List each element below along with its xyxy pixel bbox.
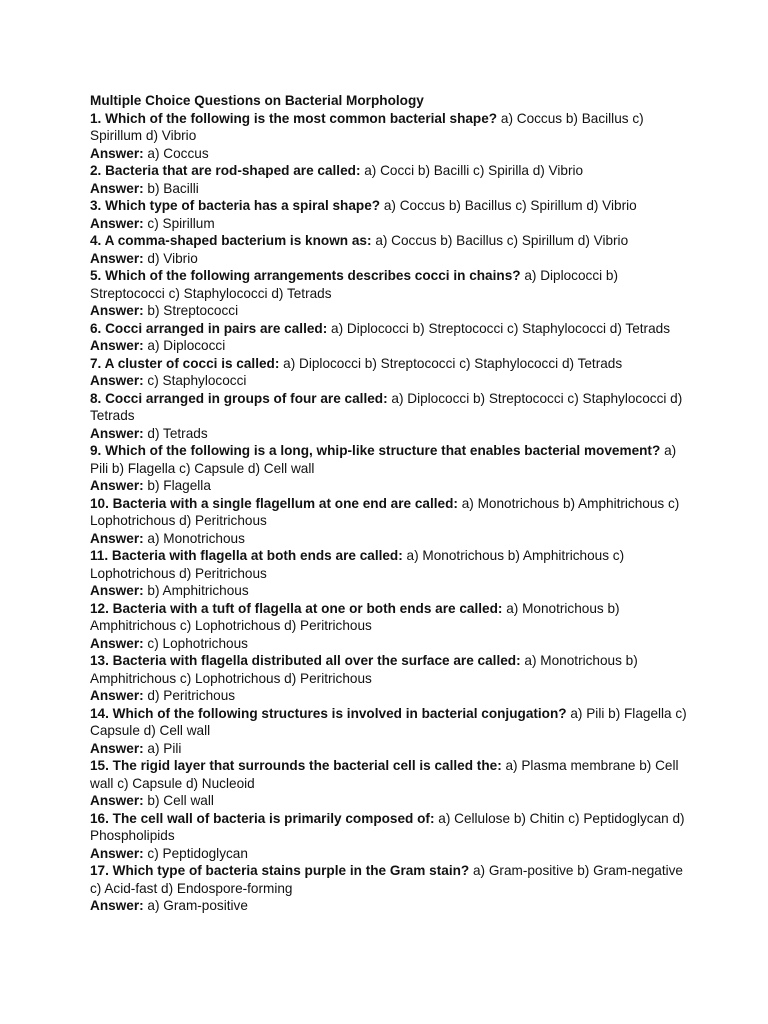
question-text: 17. Which type of bacteria stains purple in the Gram stain? xyxy=(90,863,470,878)
question-text: 16. The cell wall of bacteria is primarily composed of: xyxy=(90,810,435,826)
answer-label: Answer: xyxy=(90,898,144,913)
document-page xyxy=(90,92,690,915)
answer-label: Answer: xyxy=(90,688,144,703)
answer-line xyxy=(90,530,690,548)
question-item xyxy=(90,320,690,338)
question-item xyxy=(90,810,690,845)
answer-line xyxy=(90,372,690,390)
question-text: 3. Which type of bacteria has a spiral shape? xyxy=(90,198,381,213)
answer-value: c) Staphylococci xyxy=(147,373,247,388)
question-options: a) Diplococci b) Streptococci c) Staphylococci d) Tetrads xyxy=(90,390,683,423)
question-options: a) Cellulose b) Chitin c) Peptidoglycan d) Phospholipids xyxy=(90,810,685,843)
question-text: 12. Bacteria with a tuft of flagella at one or both ends are called: xyxy=(90,600,503,616)
question-text: 7. A cluster of cocci is called: xyxy=(90,355,280,371)
question-text: 15. The rigid layer that surrounds the bacterial cell is called the: xyxy=(90,758,502,773)
question-item xyxy=(90,600,690,635)
answer-line xyxy=(90,425,690,443)
answer-label: Answer: xyxy=(90,740,144,756)
answer-line xyxy=(90,582,690,600)
answer-line xyxy=(90,250,690,268)
question-item xyxy=(90,862,690,897)
question-item xyxy=(90,267,690,302)
answer-line xyxy=(90,792,690,810)
question-text: 5. Which of the following arrangements describes cocci in chains? xyxy=(90,268,521,283)
answer-value: a) Coccus xyxy=(147,145,209,161)
answer-label: Answer: xyxy=(90,530,144,546)
answer-label: Answer: xyxy=(90,250,144,266)
question-item xyxy=(90,355,690,373)
document-title: Multiple Choice Questions on Bacterial Morphology xyxy=(90,93,424,108)
answer-value: b) Amphitrichous xyxy=(147,583,249,598)
answer-line xyxy=(90,897,690,915)
answer-value: d) Tetrads xyxy=(147,425,208,441)
question-list xyxy=(90,110,690,915)
answer-label: Answer: xyxy=(90,303,144,318)
question-options: a) Diplococci b) Streptococci c) Staphylococci d) Tetrads xyxy=(331,320,670,336)
question-options: a) Monotrichous b) Amphitrichous c) Lophotrichous d) Peritrichous xyxy=(90,548,625,581)
question-options: a) Monotrichous b) Amphitrichous c) Lophotrichous d) Peritrichous xyxy=(90,653,638,686)
question-item xyxy=(90,547,690,582)
question-options: a) Monotrichous b) Amphitrichous c) Lophotrichous d) Peritrichous xyxy=(90,495,680,528)
answer-label: Answer: xyxy=(90,478,144,493)
question-item xyxy=(90,442,690,477)
question-item xyxy=(90,390,690,425)
question-text: 9. Which of the following is a long, whip-like structure that enables bacterial movement? xyxy=(90,443,661,458)
answer-value: a) Pili xyxy=(147,740,182,756)
answer-value: c) Spirillum xyxy=(147,215,215,231)
answer-value: a) Monotrichous xyxy=(147,530,245,546)
answer-line xyxy=(90,145,690,163)
question-options: a) Gram-positive b) Gram-negative c) Acid-fast d) Endospore-forming xyxy=(90,863,683,896)
answer-line xyxy=(90,302,690,320)
answer-label: Answer: xyxy=(90,845,144,861)
answer-value: d) Peritrichous xyxy=(147,688,236,703)
question-item xyxy=(90,705,690,740)
answer-value: d) Vibrio xyxy=(147,250,198,266)
answer-line xyxy=(90,337,690,355)
answer-value: b) Streptococci xyxy=(147,303,239,318)
answer-value: b) Bacilli xyxy=(147,180,199,196)
answer-label: Answer: xyxy=(90,793,144,808)
answer-value: c) Peptidoglycan xyxy=(147,845,248,861)
answer-value: c) Lophotrichous xyxy=(147,635,248,651)
question-text: 11. Bacteria with flagella at both ends are called: xyxy=(90,548,403,563)
answer-line xyxy=(90,635,690,653)
question-text: 10. Bacteria with a single flagellum at one end are called: xyxy=(90,495,458,511)
answer-label: Answer: xyxy=(90,215,144,231)
answer-value: b) Cell wall xyxy=(147,793,214,808)
question-item xyxy=(90,757,690,792)
question-options: a) Diplococci b) Streptococci c) Staphylococci d) Tetrads xyxy=(283,355,623,371)
question-text: 1. Which of the following is the most common bacterial shape? xyxy=(90,110,498,126)
answer-line xyxy=(90,215,690,233)
question-item xyxy=(90,110,690,145)
question-text: 8. Cocci arranged in groups of four are called: xyxy=(90,390,388,406)
answer-value: a) Diplococci xyxy=(147,338,226,353)
question-options: a) Diplococci b) Streptococci c) Staphylococci d) Tetrads xyxy=(90,268,619,301)
answer-label: Answer: xyxy=(90,373,144,388)
answer-value: a) Gram-positive xyxy=(147,898,248,913)
question-item xyxy=(90,495,690,530)
question-item xyxy=(90,162,690,180)
question-text: 14. Which of the following structures is involved in bacterial conjugation? xyxy=(90,705,567,721)
answer-label: Answer: xyxy=(90,145,144,161)
question-options: a) Pili b) Flagella c) Capsule d) Cell wall xyxy=(90,443,677,476)
question-options: a) Coccus b) Bacillus c) Spirillum d) Vibrio xyxy=(375,233,629,248)
question-text: 13. Bacteria with flagella distributed all over the surface are called: xyxy=(90,653,521,668)
question-options: a) Cocci b) Bacilli c) Spirilla d) Vibrio xyxy=(364,163,584,178)
question-item xyxy=(90,232,690,250)
answer-label: Answer: xyxy=(90,338,144,353)
answer-line xyxy=(90,845,690,863)
answer-label: Answer: xyxy=(90,425,144,441)
question-text: 4. A comma-shaped bacterium is known as: xyxy=(90,233,372,248)
question-options: a) Pili b) Flagella c) Capsule d) Cell wall xyxy=(90,705,687,738)
question-options: a) Monotrichous b) Amphitrichous c) Lophotrichous d) Peritrichous xyxy=(90,600,620,633)
question-options: a) Coccus b) Bacillus c) Spirillum d) Vibrio xyxy=(90,110,644,143)
answer-line xyxy=(90,687,690,705)
question-options: a) Plasma membrane b) Cell wall c) Capsule d) Nucleoid xyxy=(90,758,679,791)
question-text: 6. Cocci arranged in pairs are called: xyxy=(90,320,328,336)
question-item xyxy=(90,652,690,687)
answer-value: b) Flagella xyxy=(147,478,211,493)
answer-label: Answer: xyxy=(90,180,144,196)
answer-line xyxy=(90,477,690,495)
answer-line xyxy=(90,180,690,198)
question-text: 2. Bacteria that are rod-shaped are called: xyxy=(90,163,361,178)
question-item xyxy=(90,197,690,215)
answer-label: Answer: xyxy=(90,635,144,651)
answer-line xyxy=(90,740,690,758)
answer-label: Answer: xyxy=(90,583,144,598)
question-options: a) Coccus b) Bacillus c) Spirillum d) Vibrio xyxy=(383,198,637,213)
